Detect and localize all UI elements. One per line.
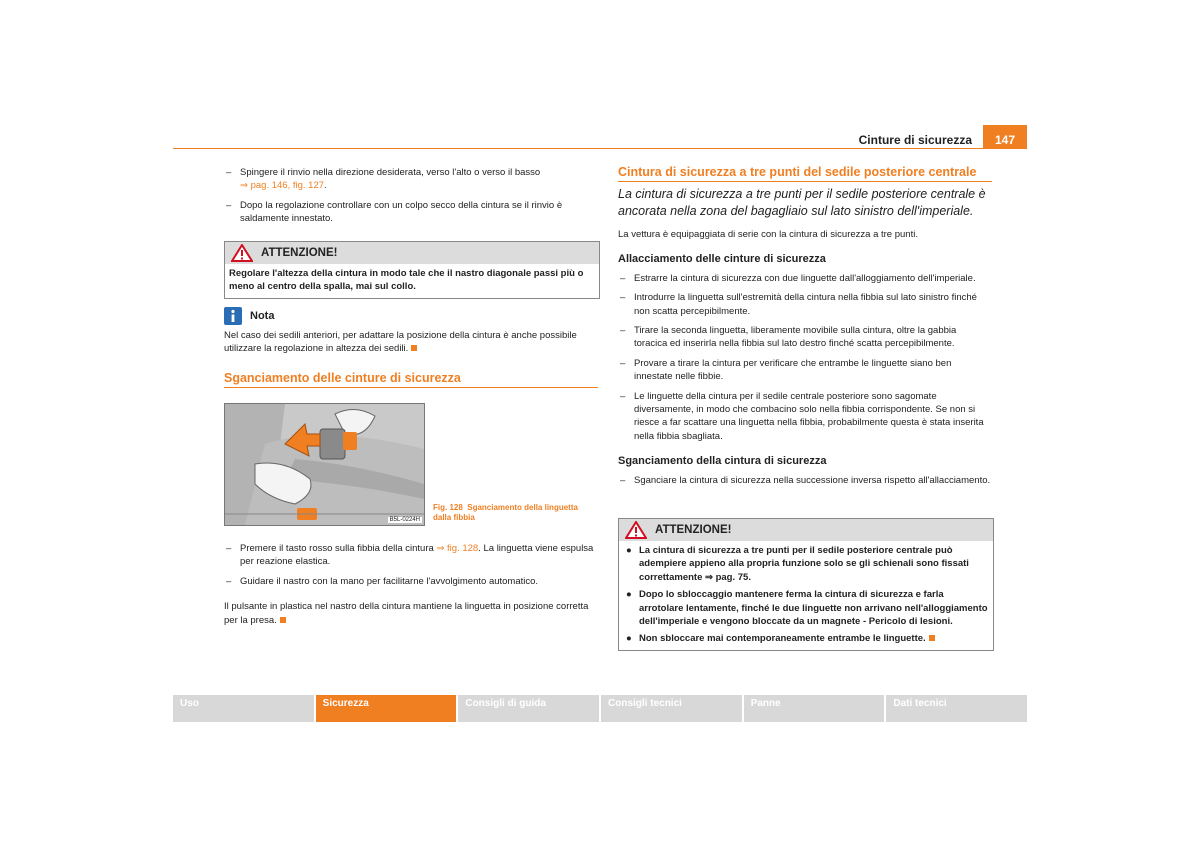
warning-text: Regolare l'altezza della cintura in modo tale che il nastro diagonale passi più o meno al centro della spalla, mai sul collo. — [229, 268, 584, 293]
list-dash: – — [620, 390, 626, 402]
nav-tab-consigli-tecnici[interactable]: Consigli tecnici — [601, 695, 742, 722]
list-text-end: . La linguetta viene espulsa per reazione elastica. — [240, 543, 594, 568]
subheading: Sganciamento della cintura di sicurezza — [618, 455, 827, 468]
note-block — [224, 305, 598, 356]
warning-box — [618, 518, 994, 651]
left-column-lower — [224, 542, 598, 633]
list-text: Introdurre la linguetta sull'estremità della cintura nella fibbia sul lato sinistro finché non scatta percepibilmente. — [634, 292, 977, 317]
list-dash: – — [620, 474, 626, 486]
warning-body — [619, 541, 993, 650]
warning-header — [225, 242, 599, 264]
note-header — [224, 305, 598, 327]
list-item — [224, 542, 598, 569]
list-item — [618, 291, 992, 318]
warning-title: ATTENZIONE! — [655, 524, 732, 536]
intro-paragraph: La vettura è equipaggiata di serie con la cintura di sicurezza a tre punti. — [618, 229, 918, 240]
chapter-nav — [173, 695, 1027, 722]
nav-tab-uso[interactable]: Uso — [173, 695, 314, 722]
end-of-section-marker — [280, 617, 286, 623]
list-text: Spingere il rinvio nella direzione desiderata, verso l'alto o verso il basso — [240, 167, 541, 178]
warning-title: ATTENZIONE! — [261, 247, 338, 259]
warning-box — [224, 241, 600, 299]
nav-tab-dati-tecnici[interactable]: Dati tecnici — [886, 695, 1027, 722]
list-dash: – — [620, 357, 626, 369]
list-dash: – — [620, 325, 626, 337]
bullet-dot: ● — [626, 633, 632, 645]
list-item — [224, 575, 598, 588]
list-item — [618, 390, 992, 444]
list-dash: – — [226, 199, 232, 211]
running-header-title: Cinture di sicurezza — [858, 133, 972, 147]
note-title: Nota — [250, 310, 275, 322]
warning-bullet — [623, 632, 989, 645]
warning-triangle-icon — [231, 244, 253, 262]
seatbelt-release-illustration — [225, 404, 424, 525]
figure-code: B5L-0224H — [389, 517, 420, 523]
end-of-section-marker — [929, 635, 935, 641]
page-reference-link[interactable]: ⇒ pag. 146, fig. 127 — [240, 180, 325, 192]
lead-paragraph: La cintura di sicurezza a tre punti per il sedile posteriore centrale è ancorata nella zona del bagagliaio sul lato sinistro dell'imperiale. — [618, 187, 986, 218]
warning-header — [619, 519, 993, 541]
list-item — [618, 474, 992, 487]
list-text: Estrarre la cintura di sicurezza con due linguette dall'alloggiamento dell'imperiale. — [634, 272, 976, 284]
list-item — [224, 199, 598, 226]
list-item — [618, 324, 992, 351]
figure-caption — [433, 503, 598, 523]
figure-number: Fig. 128 — [433, 503, 463, 512]
bullet-dot: ● — [626, 545, 632, 556]
list-text: Sganciare la cintura di sicurezza nella successione inversa rispetto all'allacciamento. — [634, 474, 991, 486]
left-column — [224, 166, 598, 232]
bullet-text: Non sbloccare mai contemporaneamente entrambe le linguette. — [639, 633, 926, 645]
list-item — [618, 357, 992, 384]
subheading: Allacciamento delle cinture di sicurezza — [618, 253, 826, 266]
list-text: Provare a tirare la cintura per verificare che entrambe le linguette siano ben innestate nelle fibbie. — [634, 357, 952, 383]
nav-tab-sicurezza[interactable]: Sicurezza — [316, 695, 457, 722]
figure-caption-text: Sganciamento della linguetta dalla fibbia — [433, 503, 578, 522]
list-item — [224, 166, 598, 193]
bullet-dot: ● — [626, 589, 632, 601]
header-rule — [173, 148, 1027, 149]
closing-text: Il pulsante in plastica nel nastro della cintura mantiene la linguetta in posizione corretta per la presa. — [224, 601, 589, 626]
list-item — [618, 272, 992, 285]
list-text-end: . — [324, 180, 327, 192]
note-text: Nel caso dei sedili anteriori, per adattare la posizione della cintura è anche possibile utilizzare la regolazione in altezza dei sedili. — [224, 330, 577, 355]
list-dash: – — [620, 292, 626, 304]
list-dash: – — [226, 575, 232, 587]
section-title: Sganciamento delle cinture di sicurezza — [224, 371, 598, 388]
list-text: Premere il tasto rosso sulla fibbia della cintura — [240, 543, 437, 554]
list-dash: – — [226, 167, 232, 178]
note-body — [224, 329, 598, 356]
right-column — [618, 228, 992, 493]
list-text: Guidare il nastro con la mano per facilitarne l'avvolgimento automatico. — [240, 575, 539, 587]
warning-bullet — [623, 544, 989, 584]
figure-128 — [224, 403, 425, 526]
list-text: Dopo la regolazione controllare con un colpo secco della cintura se il rinvio è saldamente innestato. — [240, 199, 563, 225]
end-of-section-marker — [411, 345, 417, 351]
closing-paragraph — [224, 600, 598, 627]
list-dash: – — [226, 543, 232, 554]
warning-triangle-icon — [625, 521, 647, 539]
list-dash: – — [620, 272, 626, 284]
figure-reference-link[interactable]: ⇒ fig. 128 — [436, 543, 479, 554]
section-title: Cintura di sicurezza a tre punti del sedile posteriore centrale — [618, 165, 992, 182]
list-text: Tirare la seconda linguetta, liberamente movibile sulla cintura, oltre la gabbia toracica ed inserirla nella fibbia sul lato destro finché scatta percepibilmente. — [634, 325, 957, 350]
info-icon — [224, 307, 242, 325]
page-number: 147 — [983, 125, 1027, 149]
bullet-text: Dopo lo sbloccaggio mantenere ferma la cintura di sicurezza e farla arrotolare lentamente, finché le due linguette non arrivano nell'alloggiamento dell'imperiale e vengono bloccate da un magnete - Pericolo di lesioni. — [639, 589, 988, 628]
list-text: Le linguette della cintura per il sedile centrale posteriore sono sagomate diversamente, in modo che combacino solo nella fibbia corrispondente. Se non si riesce a far scattare una linguetta nella fibbia, probabilmente questa è stata inserita nella fibbia sbagliata. — [634, 390, 984, 442]
warning-bullet — [623, 588, 989, 628]
nav-tab-panne[interactable]: Panne — [744, 695, 885, 722]
bullet-text: La cintura di sicurezza a tre punti per il sedile posteriore centrale può adempiere appieno alla propria funzione solo se gli schienali sono fissati correttamente ⇒ pag. 75. — [639, 545, 969, 583]
nav-tab-consigli-di-guida[interactable]: Consigli di guida — [458, 695, 599, 722]
